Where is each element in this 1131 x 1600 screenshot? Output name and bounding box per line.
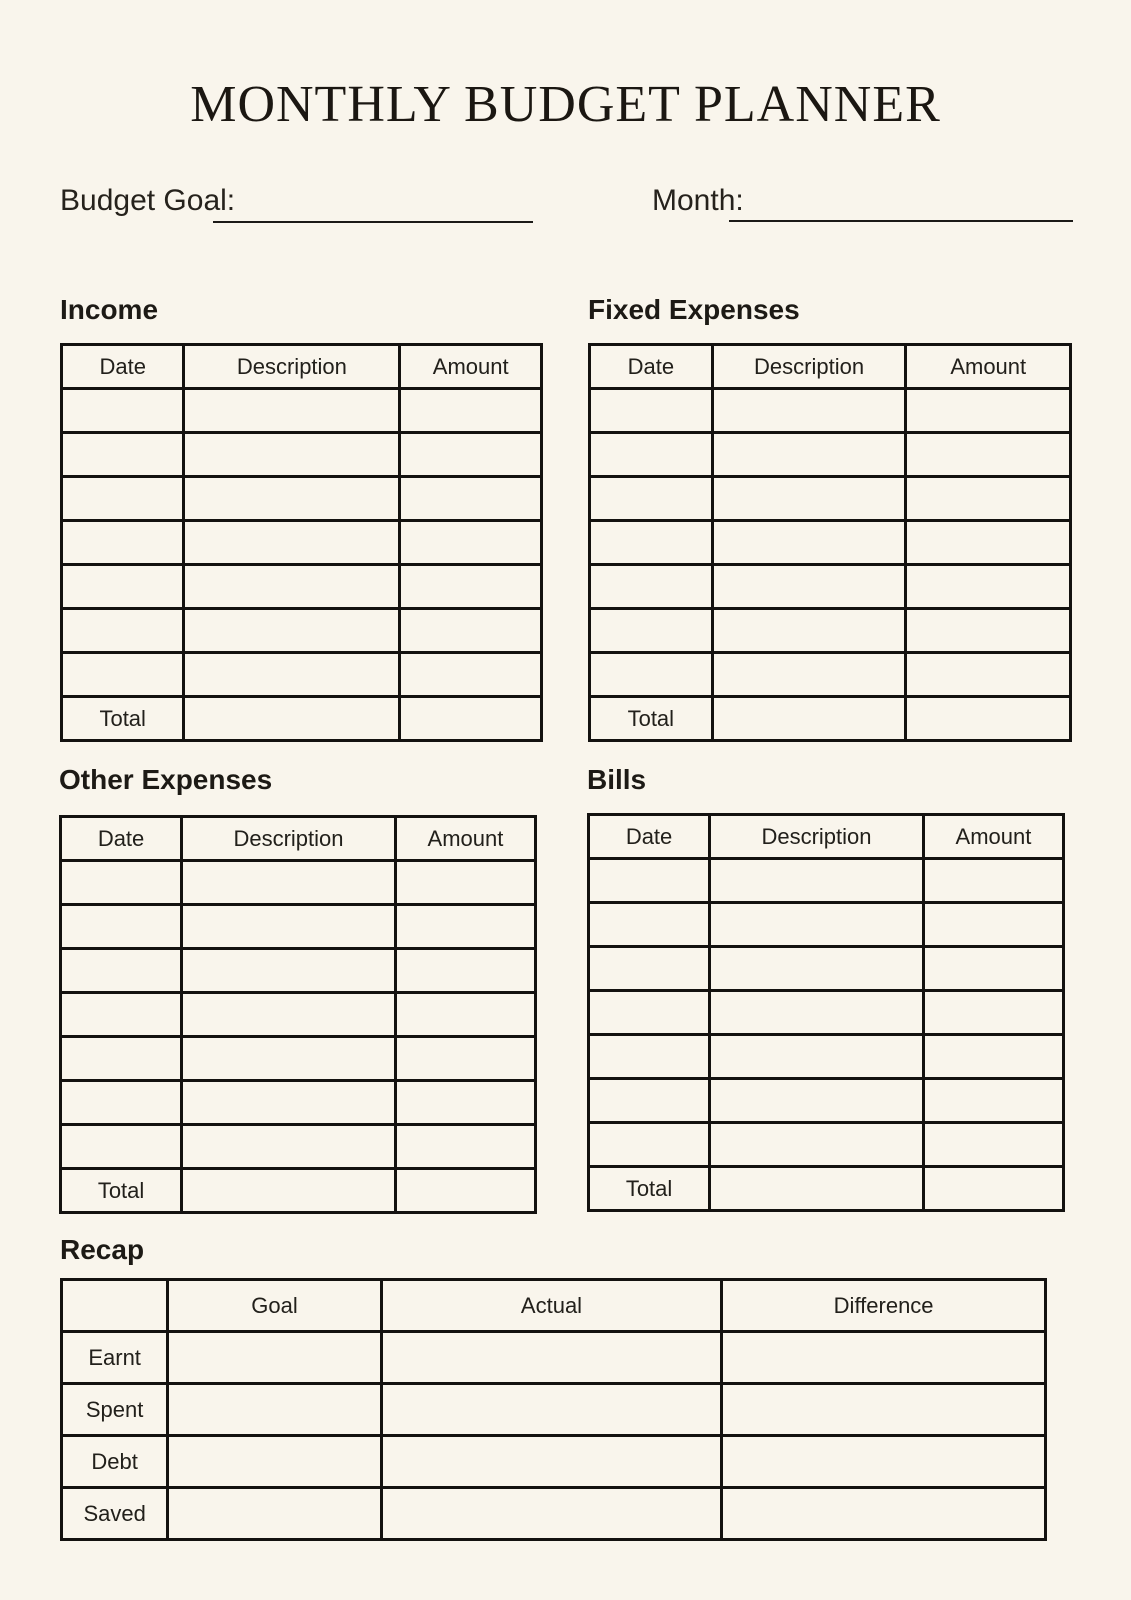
empty-cell [62,433,184,477]
empty-cell [182,949,396,993]
empty-cell [168,1384,382,1436]
empty-cell [589,903,710,947]
empty-cell [395,949,535,993]
empty-row [61,905,536,949]
amount-column-header: Amount [906,345,1071,389]
empty-cell [184,697,400,741]
budget-goal-label: Budget Goal: [60,184,236,217]
empty-row [590,521,1071,565]
empty-cell [710,903,924,947]
empty-cell [182,1037,396,1081]
empty-row [61,1037,536,1081]
recap-heading: Recap [60,1234,145,1265]
empty-cell [906,565,1071,609]
empty-row [590,389,1071,433]
empty-cell [710,1035,924,1079]
empty-cell [400,653,542,697]
empty-row [589,1035,1064,1079]
empty-cell [168,1436,382,1488]
empty-cell [182,861,396,905]
empty-corner-cell [62,1280,168,1332]
actual-column-header: Actual [381,1280,721,1332]
empty-cell [381,1436,721,1488]
page-title: MONTHLY BUDGET PLANNER [190,76,941,133]
empty-row [589,991,1064,1035]
empty-row [62,609,542,653]
empty-row [589,1123,1064,1167]
empty-row [590,653,1071,697]
empty-cell [381,1332,721,1384]
empty-row [61,993,536,1037]
empty-cell [722,1332,1046,1384]
empty-cell [400,389,542,433]
empty-cell [589,1123,710,1167]
empty-cell [62,477,184,521]
empty-cell [61,861,182,905]
empty-cell [184,565,400,609]
total-label: Total [61,1169,182,1213]
empty-cell [589,947,710,991]
total-row [62,697,542,741]
date-column-header: Date [62,345,184,389]
empty-cell [184,609,400,653]
empty-cell [906,477,1071,521]
empty-cell [395,861,535,905]
spent-row [62,1384,1046,1436]
empty-row [61,949,536,993]
empty-cell [712,477,906,521]
empty-cell [182,905,396,949]
empty-row [590,433,1071,477]
total-label: Total [62,697,184,741]
empty-cell [182,1081,396,1125]
recap-table [60,1278,1047,1541]
empty-cell [62,389,184,433]
empty-cell [62,653,184,697]
empty-cell [395,1169,535,1213]
total-label: Total [590,697,713,741]
empty-cell [62,521,184,565]
empty-cell [400,477,542,521]
amount-column-header: Amount [395,817,535,861]
total-row [61,1169,536,1213]
empty-cell [906,697,1071,741]
empty-cell [712,697,906,741]
empty-cell [400,433,542,477]
header-row [61,817,536,861]
empty-cell [906,653,1071,697]
empty-cell [395,1125,535,1169]
empty-cell [712,565,906,609]
empty-row [590,565,1071,609]
empty-cell [923,1167,1063,1211]
empty-cell [61,1037,182,1081]
empty-row [61,861,536,905]
fixed-expenses-table [588,343,1072,742]
empty-cell [395,1081,535,1125]
empty-cell [590,433,713,477]
empty-cell [589,1079,710,1123]
empty-cell [710,991,924,1035]
empty-cell [589,859,710,903]
amount-column-header: Amount [923,815,1063,859]
empty-cell [590,389,713,433]
bills-heading: Bills [587,764,647,795]
saved-row-label: Saved [62,1488,168,1540]
empty-row [61,1125,536,1169]
empty-row [62,565,542,609]
description-column-header: Description [182,817,396,861]
date-column-header: Date [590,345,713,389]
empty-row [62,521,542,565]
empty-row [62,477,542,521]
budget-goal-fill-line [213,221,533,223]
empty-cell [61,905,182,949]
empty-cell [395,993,535,1037]
empty-cell [590,565,713,609]
empty-cell [710,1079,924,1123]
empty-cell [61,1125,182,1169]
empty-row [62,389,542,433]
empty-cell [923,947,1063,991]
empty-cell [62,565,184,609]
empty-cell [400,521,542,565]
description-column-header: Description [184,345,400,389]
empty-cell [400,697,542,741]
description-column-header: Description [710,815,924,859]
empty-cell [722,1436,1046,1488]
empty-cell [923,991,1063,1035]
empty-cell [906,389,1071,433]
empty-cell [182,993,396,1037]
empty-cell [395,905,535,949]
empty-cell [590,521,713,565]
empty-cell [712,609,906,653]
empty-cell [923,1123,1063,1167]
saved-row [62,1488,1046,1540]
empty-row [590,609,1071,653]
empty-cell [61,993,182,1037]
month-fill-line [729,220,1073,222]
debt-row [62,1436,1046,1488]
other-expenses-heading: Other Expenses [59,764,273,795]
empty-row [589,1079,1064,1123]
empty-cell [710,1167,924,1211]
empty-cell [381,1488,721,1540]
empty-cell [184,389,400,433]
empty-cell [184,477,400,521]
empty-cell [381,1384,721,1436]
empty-cell [710,947,924,991]
empty-cell [62,609,184,653]
empty-cell [906,521,1071,565]
empty-cell [182,1125,396,1169]
empty-cell [168,1488,382,1540]
empty-cell [182,1169,396,1213]
empty-cell [722,1384,1046,1436]
empty-cell [712,521,906,565]
empty-cell [722,1488,1046,1540]
empty-cell [712,389,906,433]
empty-row [61,1081,536,1125]
difference-column-header: Difference [722,1280,1046,1332]
empty-cell [712,653,906,697]
empty-cell [906,609,1071,653]
empty-row [589,903,1064,947]
empty-cell [712,433,906,477]
income-table [60,343,543,742]
empty-cell [589,991,710,1035]
empty-cell [184,653,400,697]
empty-cell [590,609,713,653]
empty-row [589,947,1064,991]
header-row [590,345,1071,389]
income-heading: Income [60,294,159,325]
header-row [589,815,1064,859]
empty-cell [168,1332,382,1384]
empty-cell [395,1037,535,1081]
empty-cell [710,859,924,903]
empty-cell [923,859,1063,903]
goal-column-header: Goal [168,1280,382,1332]
description-column-header: Description [712,345,906,389]
amount-column-header: Amount [400,345,542,389]
empty-row [62,433,542,477]
total-row [589,1167,1064,1211]
empty-cell [184,521,400,565]
date-column-header: Date [589,815,710,859]
total-label: Total [589,1167,710,1211]
empty-cell [923,1035,1063,1079]
empty-cell [906,433,1071,477]
date-column-header: Date [61,817,182,861]
empty-cell [184,433,400,477]
month-label: Month: [652,184,744,217]
fixed-expenses-heading: Fixed Expenses [588,294,800,325]
empty-cell [61,949,182,993]
earnt-row-label: Earnt [62,1332,168,1384]
empty-row [590,477,1071,521]
header-row [62,345,542,389]
earnt-row [62,1332,1046,1384]
empty-row [589,859,1064,903]
empty-cell [590,477,713,521]
empty-cell [590,653,713,697]
empty-cell [710,1123,924,1167]
empty-cell [923,903,1063,947]
other-expenses-table [59,815,537,1214]
spent-row-label: Spent [62,1384,168,1436]
debt-row-label: Debt [62,1436,168,1488]
empty-cell [400,609,542,653]
total-row [590,697,1071,741]
empty-cell [61,1081,182,1125]
empty-cell [589,1035,710,1079]
empty-cell [400,565,542,609]
empty-row [62,653,542,697]
empty-cell [923,1079,1063,1123]
header-row [62,1280,1046,1332]
bills-table [587,813,1065,1212]
